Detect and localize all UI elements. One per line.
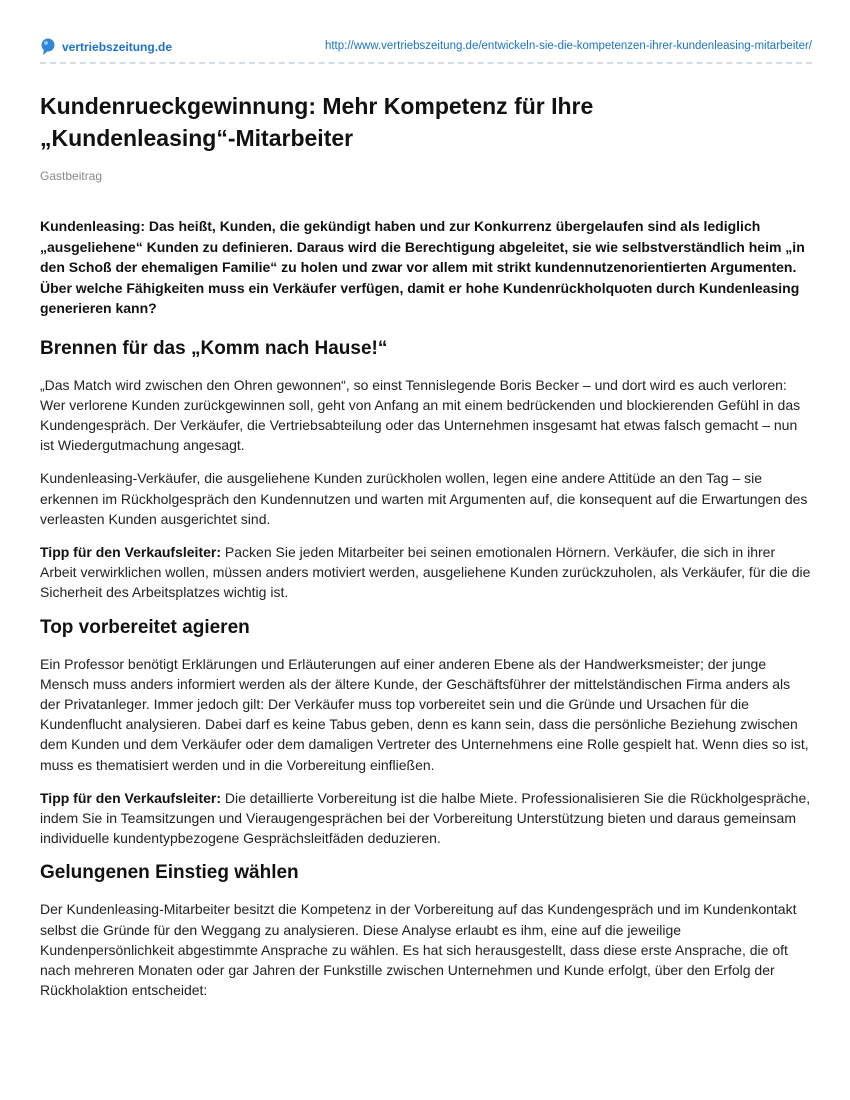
tip-label: Tipp für den Verkaufsleiter: [40, 543, 222, 560]
article-title: Kundenrueckgewinnung: Mehr Kompetenz für Ihre „Kundenleasing“-Mitarbeiter [40, 93, 594, 151]
article-byline: Gastbeitrag [40, 169, 103, 183]
section-1-tip [40, 542, 812, 603]
site-brand[interactable] [40, 38, 172, 56]
document-page [40, 0, 812, 999]
section-1-paragraph-1: „Das Match wird zwischen den Ohren gewonnen“, so einst Tennislegende Boris Becker – und dort wird es auch verloren: Wer verlorene Kunden zurückgewinnen soll, geht von Anfang an mit einem bedrückenden und blockierenden Gefühl in das Kundengespräch. Der Verkäufer, die Vertriebsabteilung oder das Unternehmen insgesamt hat etwas falsch gemacht – nun ist Wiedergutmachung angesagt. [40, 376, 801, 454]
article-lead: Kundenleasing: Das heißt, Kunden, die gekündigt haben und zur Konkurrenz übergelaufen sind als lediglich „ausgeliehene“ Kunden zu definieren. Daraus wird die Berechtigung abgeleitet, sie wie selbstverständlich heim „in den Schoß der ehemaligen Familie“ zu holen und zwar vor allem mit strikt kundennutzenorientierten Argumenten. Über welche Fähigkeiten muss ein Verkäufer verfügen, damit er hohe Kundenrückholquoten durch Kundenleasing generieren kann? [40, 218, 805, 316]
tip-text: Die detaillierte Vorbereitung ist die halbe Miete. Professionalisieren Sie die Rückholgespräche, indem Sie in Teamsitzungen und Vieraugengesprächen bei der Vorbereitung Unterstützung bieten und daraus gemeinsam individuelle kundentypbezogene Gesprächsleitfäden deduzieren. [40, 789, 811, 847]
section-2-paragraph-1: Ein Professor benötigt Erklärungen und Erläuterungen auf einer anderen Ebene als der Handwerksmeister; der junge Mensch muss anders informiert werden als der ältere Kunde, der Geschäftsführer der mittelständischen Firma anders als der Privatanleger. Immer jedoch gilt: Der Verkäufer muss top vorbereitet sein und die Gründe und Ursachen für die Kundenflucht analysieren. Dabei darf es keine Tabus geben, denn es kann sein, dass die persönliche Beziehung zwischen dem Kunden und dem Verkäufer oder dem damaligen Vertreter des Unternehmens eine Rolle gespielt hat. Wenn dies so ist, muss es thematisiert werden und in die Vorbereitung einfließen. [40, 655, 809, 773]
tip-label: Tipp für den Verkaufsleiter: [40, 789, 222, 806]
section-heading-1: Brennen für das „Komm nach Hause!“ [40, 337, 388, 359]
section-2-tip [40, 788, 812, 849]
site-name[interactable]: vertriebszeitung.de [62, 40, 173, 54]
section-3-paragraph-1: Der Kundenleasing-Mitarbeiter besitzt die Kompetenz in der Vorbereitung auf das Kundengespräch und im Kundenkontakt selbst die Gründe für den Weggang zu analysieren. Diese Analyse erlaubt es ihm, eine auf die jeweilige Kundenpersönlichkeit abgestimmte Ansprache zu wählen. Es hat sich herausgestellt, dass diese erste Ansprache, die oft nach mehreren Monaten oder gar Jahren der Funkstille zwischen Unternehmen und Kunde erfolgt, über den Erfolg der Rückholaktion entscheidet: [40, 901, 797, 999]
header-divider [40, 62, 812, 64]
page-header [40, 0, 812, 68]
section-1-paragraph-2: Kundenleasing-Verkäufer, die ausgeliehene Kunden zurückholen wollen, legen eine andere Attitüde an den Tag – sie erkennen im Rückholgespräch den Kundennutzen und warten mit Argumenten auf, die konsequent auf die Erwartungen des verleasten Kunden ausgerichtet sind. [40, 470, 808, 527]
article-body [40, 216, 812, 1013]
section-heading-2: Top vorbereitet agieren [40, 616, 250, 638]
tip-text: Packen Sie jeden Mitarbeiter bei seinen emotionalen Hörnern. Verkäufer, die sich in ihrer Arbeit verwirklichen wollen, müssen anders motiviert werden, ausgeliehene Kunden zurückzuholen, als Verkäufer, für die die Sicherheit des Arbeitsplatzes wichtig ist. [40, 543, 811, 601]
page-url-link[interactable]: http://www.vertriebszeitung.de/entwickeln-sie-die-kompetenzen-ihrer-kundenleasing-mitarbeiter/ [324, 40, 812, 52]
bubble-icon [40, 38, 56, 56]
section-heading-3: Gelungenen Einstieg wählen [40, 862, 299, 884]
